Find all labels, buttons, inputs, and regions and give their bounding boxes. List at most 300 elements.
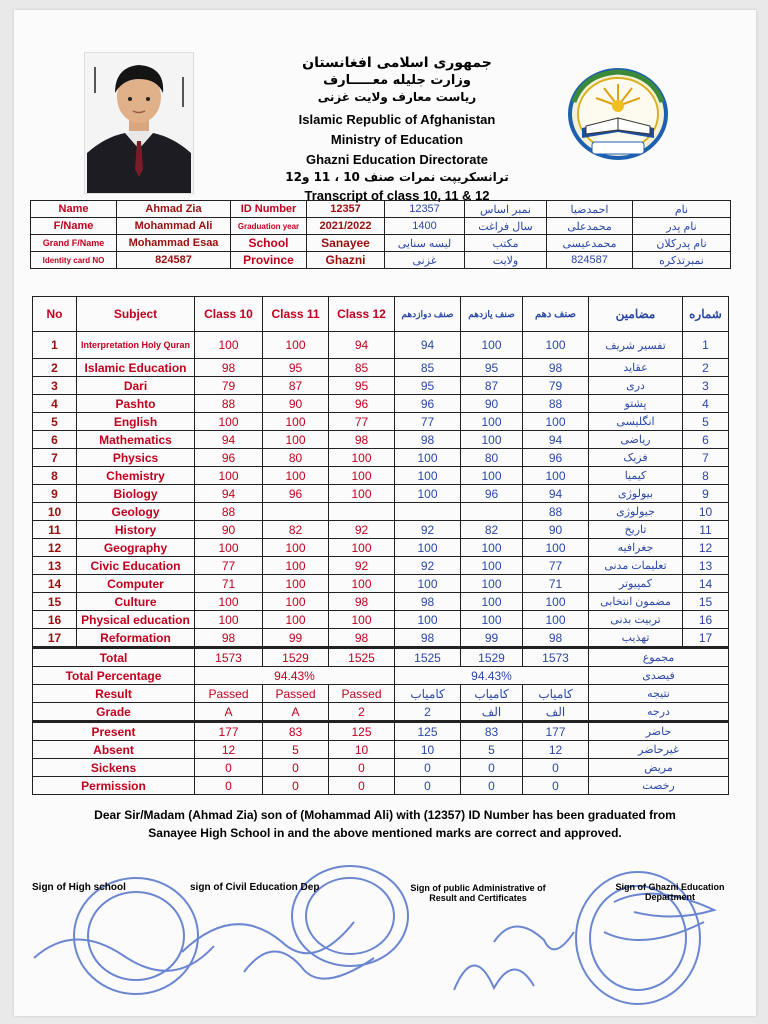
sign-ghazni-department-label: [608, 882, 732, 902]
grade-cell-dsubject: تهذیب: [589, 629, 683, 648]
grade-cell-d10: 100: [523, 332, 589, 359]
grade-cell-d12: 100: [395, 539, 461, 557]
grade-cell-d10: 96: [523, 449, 589, 467]
grade-cell-no: 5: [33, 413, 77, 431]
grade-cell-c11: 99: [263, 629, 329, 648]
grade-cell-no: 16: [33, 611, 77, 629]
grade-cell-c10: 98: [195, 359, 263, 377]
grade-cell-c10: 94: [195, 431, 263, 449]
summary-row-grade: [33, 703, 729, 722]
grade-cell-subject: Civic Education: [77, 557, 195, 575]
grade-cell-d10: 79: [523, 377, 589, 395]
grade-cell-c10: 98: [195, 629, 263, 648]
summary-total-d10: 1573: [523, 648, 589, 667]
grade-cell-dno: 14: [683, 575, 729, 593]
summary-total-c12: 1525: [329, 648, 395, 667]
grade-row: [33, 395, 729, 413]
summary-present-c12: 125: [329, 722, 395, 741]
grade-cell-c11: 100: [263, 593, 329, 611]
summary-total-c10: 1573: [195, 648, 263, 667]
grade-cell-d11: [461, 503, 523, 521]
summary-row-perm: [33, 777, 729, 795]
grade-cell-dno: 5: [683, 413, 729, 431]
summary-sick-c11: 0: [263, 759, 329, 777]
summary-result-d11: کامیاب: [461, 685, 523, 703]
grade-cell-no: 15: [33, 593, 77, 611]
header-dari-line1: جمهوری اسلامی افغانستان: [302, 55, 492, 71]
grade-cell-no: 8: [33, 467, 77, 485]
summary-row-total: [33, 648, 729, 667]
grade-row: [33, 449, 729, 467]
summary-grade-c11: A: [263, 703, 329, 722]
dari-fname-value: محمدعلی: [547, 218, 633, 235]
statement-line2: Sanayee High School in and the above mentioned marks are correct and approved.: [148, 826, 622, 840]
header-dari-class10: صنف دهم: [523, 297, 589, 332]
grade-cell-no: 2: [33, 359, 77, 377]
grade-cell-c12: 77: [329, 413, 395, 431]
grade-cell-dsubject: بیولوژی: [589, 485, 683, 503]
grade-cell-dno: 10: [683, 503, 729, 521]
dari-fname-label: نام پدر: [633, 218, 731, 235]
grade-cell-c12: 100: [329, 611, 395, 629]
grade-cell-subject: Computer: [77, 575, 195, 593]
grade-cell-d10: 88: [523, 503, 589, 521]
grade-cell-c12: 95: [329, 377, 395, 395]
grade-cell-d12: [395, 503, 461, 521]
grade-cell-dsubject: تفسیر شریف: [589, 332, 683, 359]
grade-cell-d10: 71: [523, 575, 589, 593]
grade-cell-subject: Pashto: [77, 395, 195, 413]
grade-cell-dno: 12: [683, 539, 729, 557]
grade-row: [33, 503, 729, 521]
grade-cell-subject: History: [77, 521, 195, 539]
summary-sick-d10: 0: [523, 759, 589, 777]
grade-cell-d10: 100: [523, 539, 589, 557]
grade-cell-c11: 100: [263, 539, 329, 557]
grade-cell-c12: [329, 503, 395, 521]
name-label: Name: [31, 201, 117, 218]
summary-absent-d12: 10: [395, 741, 461, 759]
summary-present-d10: 177: [523, 722, 589, 741]
grade-cell-c10: 100: [195, 332, 263, 359]
info-row: [31, 235, 731, 252]
sign-ghazni-line2: Department: [644, 892, 695, 902]
grade-cell-c12: 98: [329, 593, 395, 611]
grade-cell-d10: 77: [523, 557, 589, 575]
summary-grade-d10: الف: [523, 703, 589, 722]
grade-cell-dsubject: مضمون انتخابی: [589, 593, 683, 611]
grade-cell-c11: 100: [263, 332, 329, 359]
grade-cell-c10: 90: [195, 521, 263, 539]
sign-civil-education-label: sign of Civil Education Dep: [190, 882, 320, 893]
grade-cell-dsubject: جغرافیه: [589, 539, 683, 557]
summary-grade-d12: 2: [395, 703, 461, 722]
dari-gfname-value: محمدعیسی: [547, 235, 633, 252]
grade-cell-d11: 100: [461, 413, 523, 431]
summary-result-label: Result: [33, 685, 195, 703]
grade-cell-c10: 71: [195, 575, 263, 593]
gfname-label: Grand F/Name: [31, 235, 117, 252]
grade-cell-c12: 100: [329, 467, 395, 485]
grade-cell-dno: 4: [683, 395, 729, 413]
grade-row: [33, 332, 729, 359]
summary-sick-d11: 0: [461, 759, 523, 777]
grade-cell-dsubject: کمپیوتر: [589, 575, 683, 593]
summary-pct-dlabel: فیصدی: [589, 667, 729, 685]
grade-cell-dsubject: پشتو: [589, 395, 683, 413]
fname-label: F/Name: [31, 218, 117, 235]
grade-cell-c12: 94: [329, 332, 395, 359]
summary-perm-label: Permission: [33, 777, 195, 795]
header-dari-line2: وزارت جلیله معـــــارف: [323, 73, 471, 88]
grade-cell-no: 13: [33, 557, 77, 575]
grade-cell-dsubject: تربیت بدنی: [589, 611, 683, 629]
grade-cell-dsubject: جیولوژی: [589, 503, 683, 521]
grade-cell-subject: Dari: [77, 377, 195, 395]
grade-cell-subject: Chemistry: [77, 467, 195, 485]
dari-id-value: 12357: [385, 201, 465, 218]
grade-cell-dno: 8: [683, 467, 729, 485]
grade-cell-d10: 98: [523, 359, 589, 377]
grade-cell-d10: 88: [523, 395, 589, 413]
grade-cell-d11: 90: [461, 395, 523, 413]
grade-row: [33, 521, 729, 539]
grade-cell-d11: 96: [461, 485, 523, 503]
grade-row: [33, 467, 729, 485]
grade-cell-no: 3: [33, 377, 77, 395]
summary-absent-dlabel: غیرحاضر: [589, 741, 729, 759]
summary-result-d12: کامیاب: [395, 685, 461, 703]
grade-cell-dsubject: تعلیمات مدنی: [589, 557, 683, 575]
grade-cell-d11: 100: [461, 575, 523, 593]
summary-row-sick: [33, 759, 729, 777]
grade-cell-d10: 100: [523, 593, 589, 611]
province-label: Province: [231, 252, 307, 269]
grade-row: [33, 557, 729, 575]
grade-cell-d11: 100: [461, 593, 523, 611]
grade-cell-c11: 100: [263, 413, 329, 431]
grade-cell-no: 17: [33, 629, 77, 648]
grades-table: [32, 296, 729, 795]
idcard-value: 824587: [117, 252, 231, 269]
summary-total-d11: 1529: [461, 648, 523, 667]
id-number-label: ID Number: [231, 201, 307, 218]
grade-cell-no: 11: [33, 521, 77, 539]
summary-result-c12: Passed: [329, 685, 395, 703]
grade-cell-subject: English: [77, 413, 195, 431]
header-class10: Class 10: [195, 297, 263, 332]
grade-cell-d10: 94: [523, 485, 589, 503]
sign-public-admin-label: [402, 883, 554, 903]
grade-cell-c11: 100: [263, 431, 329, 449]
grade-cell-c10: 77: [195, 557, 263, 575]
grade-cell-c10: 96: [195, 449, 263, 467]
summary-present-d12: 125: [395, 722, 461, 741]
grade-cell-c10: 100: [195, 413, 263, 431]
grade-cell-dno: 9: [683, 485, 729, 503]
summary-sick-d12: 0: [395, 759, 461, 777]
grade-cell-d12: 95: [395, 377, 461, 395]
grade-cell-c10: 100: [195, 611, 263, 629]
header-subject: Subject: [77, 297, 195, 332]
dari-id-label: نمبر اساس: [465, 201, 547, 218]
grade-cell-c10: 79: [195, 377, 263, 395]
summary-absent-c10: 12: [195, 741, 263, 759]
sign-ghazni-line1: Sign of Ghazni Education: [615, 882, 725, 892]
grade-cell-d12: 77: [395, 413, 461, 431]
info-row: [31, 218, 731, 235]
summary-absent-c12: 10: [329, 741, 395, 759]
summary-result-c11: Passed: [263, 685, 329, 703]
dari-year-value: 1400: [385, 218, 465, 235]
grade-cell-dsubject: تاریخ: [589, 521, 683, 539]
grade-cell-no: 9: [33, 485, 77, 503]
grade-cell-d12: 100: [395, 575, 461, 593]
summary-total-label: Total: [33, 648, 195, 667]
grade-cell-c10: 100: [195, 593, 263, 611]
grade-cell-no: 12: [33, 539, 77, 557]
dari-gfname-label: نام پدرکلان: [633, 235, 731, 252]
grade-row: [33, 413, 729, 431]
grade-cell-subject: Mathematics: [77, 431, 195, 449]
grade-cell-dsubject: انگلیسی: [589, 413, 683, 431]
idcard-label: Identity card NO: [31, 252, 117, 269]
summary-total-d12: 1525: [395, 648, 461, 667]
dari-name-value: احمدضیا: [547, 201, 633, 218]
grade-cell-subject: Reformation: [77, 629, 195, 648]
summary-pct-label: Total Percentage: [33, 667, 195, 685]
grade-cell-d11: 82: [461, 521, 523, 539]
grade-cell-d11: 100: [461, 557, 523, 575]
grade-cell-subject: Biology: [77, 485, 195, 503]
summary-grade-label: Grade: [33, 703, 195, 722]
grade-cell-c11: 100: [263, 611, 329, 629]
summary-total-c11: 1529: [263, 648, 329, 667]
grade-cell-dno: 16: [683, 611, 729, 629]
grade-row: [33, 629, 729, 648]
summary-row-absent: [33, 741, 729, 759]
grade-cell-d12: 96: [395, 395, 461, 413]
grade-cell-d11: 100: [461, 332, 523, 359]
grade-cell-d10: 94: [523, 431, 589, 449]
grade-cell-c10: 88: [195, 503, 263, 521]
grade-row: [33, 377, 729, 395]
sign-public-admin-line2: Result and Certificates: [429, 893, 527, 903]
header-en-line1: Islamic Republic of Afghanistan: [298, 112, 496, 127]
summary-present-label: Present: [33, 722, 195, 741]
grade-cell-no: 7: [33, 449, 77, 467]
summary-perm-c10: 0: [195, 777, 263, 795]
grad-year-value: 2021/2022: [307, 218, 385, 235]
grade-cell-c11: 100: [263, 467, 329, 485]
summary-absent-d11: 5: [461, 741, 523, 759]
header-en-title: Transcript of class 10, 11 & 12: [304, 188, 490, 203]
header-en-line2: Ministry of Education: [330, 132, 464, 147]
grade-cell-no: 14: [33, 575, 77, 593]
grade-cell-c10: 100: [195, 539, 263, 557]
dari-school-label: مکتب: [465, 235, 547, 252]
grade-cell-c10: 100: [195, 467, 263, 485]
summary-perm-d12: 0: [395, 777, 461, 795]
statement-line1: Dear Sir/Madam (Ahmad Zia) son of (Mohammad Ali) with (12357) ID Number has been graduated from: [94, 808, 676, 822]
summary-pct-value: 94.43%: [195, 667, 395, 685]
grade-cell-no: 10: [33, 503, 77, 521]
summary-perm-d11: 0: [461, 777, 523, 795]
summary-row-present: [33, 722, 729, 741]
header-no: No: [33, 297, 77, 332]
grade-cell-c11: 82: [263, 521, 329, 539]
grade-cell-d11: 87: [461, 377, 523, 395]
grade-cell-c11: 100: [263, 575, 329, 593]
grade-cell-c11: 80: [263, 449, 329, 467]
header-dari-class12: صنف دوازدهم: [395, 297, 461, 332]
grade-cell-c11: 100: [263, 557, 329, 575]
grade-cell-d11: 95: [461, 359, 523, 377]
grade-cell-dno: 17: [683, 629, 729, 648]
grade-cell-no: 6: [33, 431, 77, 449]
summary-present-c10: 177: [195, 722, 263, 741]
summary-perm-dlabel: رخصت: [589, 777, 729, 795]
grade-cell-c11: [263, 503, 329, 521]
grade-row: [33, 611, 729, 629]
grade-row: [33, 359, 729, 377]
grad-year-label: Graduation year: [231, 218, 307, 235]
grade-cell-dno: 15: [683, 593, 729, 611]
summary-perm-c12: 0: [329, 777, 395, 795]
summary-present-d11: 83: [461, 722, 523, 741]
header-class12: Class 12: [329, 297, 395, 332]
dari-name-label: نام: [633, 201, 731, 218]
province-value: Ghazni: [307, 252, 385, 269]
grade-cell-dno: 11: [683, 521, 729, 539]
header-dari-subject: مضامین: [589, 297, 683, 332]
summary-perm-d10: 0: [523, 777, 589, 795]
grade-cell-d11: 99: [461, 629, 523, 648]
grade-cell-d10: 100: [523, 467, 589, 485]
grade-cell-d12: 100: [395, 485, 461, 503]
name-value: Ahmad Zia: [117, 201, 231, 218]
summary-result-d10: کامیاب: [523, 685, 589, 703]
grade-cell-dsubject: کیمیا: [589, 467, 683, 485]
dari-year-label: سال فراغت: [465, 218, 547, 235]
grade-cell-d11: 100: [461, 467, 523, 485]
dari-idcard-label: نمبرتذکره: [633, 252, 731, 269]
header-class11: Class 11: [263, 297, 329, 332]
grades-header-row: [33, 297, 729, 332]
grade-cell-d12: 94: [395, 332, 461, 359]
grade-cell-c12: 85: [329, 359, 395, 377]
summary-sick-c10: 0: [195, 759, 263, 777]
grade-cell-d12: 100: [395, 449, 461, 467]
grade-cell-c12: 92: [329, 521, 395, 539]
summary-grade-dlabel: درجه: [589, 703, 729, 722]
ministry-logo-icon: [562, 62, 674, 170]
grade-cell-dno: 2: [683, 359, 729, 377]
summary-grade-c10: A: [195, 703, 263, 722]
grade-row: [33, 431, 729, 449]
summary-total-dlabel: مجموع: [589, 648, 729, 667]
summary-present-c11: 83: [263, 722, 329, 741]
summary-row-pct: [33, 667, 729, 685]
grade-cell-d10: 100: [523, 611, 589, 629]
info-row: [31, 201, 731, 218]
fname-value: Mohammad Ali: [117, 218, 231, 235]
grade-cell-dsubject: عقاید: [589, 359, 683, 377]
header-dari-class11: صنف یازدهم: [461, 297, 523, 332]
grade-cell-dno: 13: [683, 557, 729, 575]
grade-cell-d12: 98: [395, 431, 461, 449]
sign-high-school-label: Sign of High school: [32, 882, 126, 893]
grade-cell-dno: 6: [683, 431, 729, 449]
summary-pct-dvalue: 94.43%: [395, 667, 589, 685]
grade-cell-d12: 98: [395, 629, 461, 648]
grade-cell-d12: 100: [395, 467, 461, 485]
summary-absent-d10: 12: [523, 741, 589, 759]
summary-row-result: [33, 685, 729, 703]
header-dari-title: ترانسکریپت نمرات صنف 10 ، 11 و12: [285, 170, 509, 184]
summary-absent-c11: 5: [263, 741, 329, 759]
student-photo: [84, 52, 194, 194]
grade-cell-subject: Culture: [77, 593, 195, 611]
grade-cell-d12: 100: [395, 611, 461, 629]
school-label: School: [231, 235, 307, 252]
info-row: [31, 252, 731, 269]
grade-cell-c12: 100: [329, 539, 395, 557]
grade-row: [33, 485, 729, 503]
grade-row: [33, 593, 729, 611]
grade-cell-c12: 92: [329, 557, 395, 575]
summary-grade-c12: 2: [329, 703, 395, 722]
summary-result-dlabel: نتیجه: [589, 685, 729, 703]
grade-cell-d11: 80: [461, 449, 523, 467]
grade-cell-c12: 98: [329, 629, 395, 648]
summary-grade-d11: الف: [461, 703, 523, 722]
dari-province-value: غزنی: [385, 252, 465, 269]
grade-cell-d11: 100: [461, 539, 523, 557]
grade-cell-d11: 100: [461, 431, 523, 449]
grade-cell-c11: 95: [263, 359, 329, 377]
grade-cell-dsubject: فزیک: [589, 449, 683, 467]
summary-perm-c11: 0: [263, 777, 329, 795]
grade-cell-d12: 92: [395, 521, 461, 539]
summary-present-dlabel: حاضر: [589, 722, 729, 741]
grade-cell-subject: Islamic Education: [77, 359, 195, 377]
grade-row: [33, 575, 729, 593]
grade-cell-subject: Physics: [77, 449, 195, 467]
grade-cell-d10: 90: [523, 521, 589, 539]
grade-cell-d12: 85: [395, 359, 461, 377]
grade-cell-c12: 100: [329, 449, 395, 467]
header-dari-no: شماره: [683, 297, 729, 332]
grade-cell-subject: Physical education: [77, 611, 195, 629]
grade-cell-subject: Geography: [77, 539, 195, 557]
grade-cell-d10: 98: [523, 629, 589, 648]
grade-cell-c12: 98: [329, 431, 395, 449]
grade-cell-d10: 100: [523, 413, 589, 431]
grade-cell-subject: Geology: [77, 503, 195, 521]
summary-result-c10: Passed: [195, 685, 263, 703]
grade-cell-d12: 92: [395, 557, 461, 575]
grade-cell-c11: 87: [263, 377, 329, 395]
grade-cell-dno: 3: [683, 377, 729, 395]
grade-cell-c10: 94: [195, 485, 263, 503]
grade-cell-dno: 7: [683, 449, 729, 467]
summary-sick-label: Sickens: [33, 759, 195, 777]
summary-sick-dlabel: مریض: [589, 759, 729, 777]
header-dari-line3: ریاست معارف ولایت غزنی: [317, 90, 477, 104]
grade-cell-no: 4: [33, 395, 77, 413]
grade-cell-dno: 1: [683, 332, 729, 359]
